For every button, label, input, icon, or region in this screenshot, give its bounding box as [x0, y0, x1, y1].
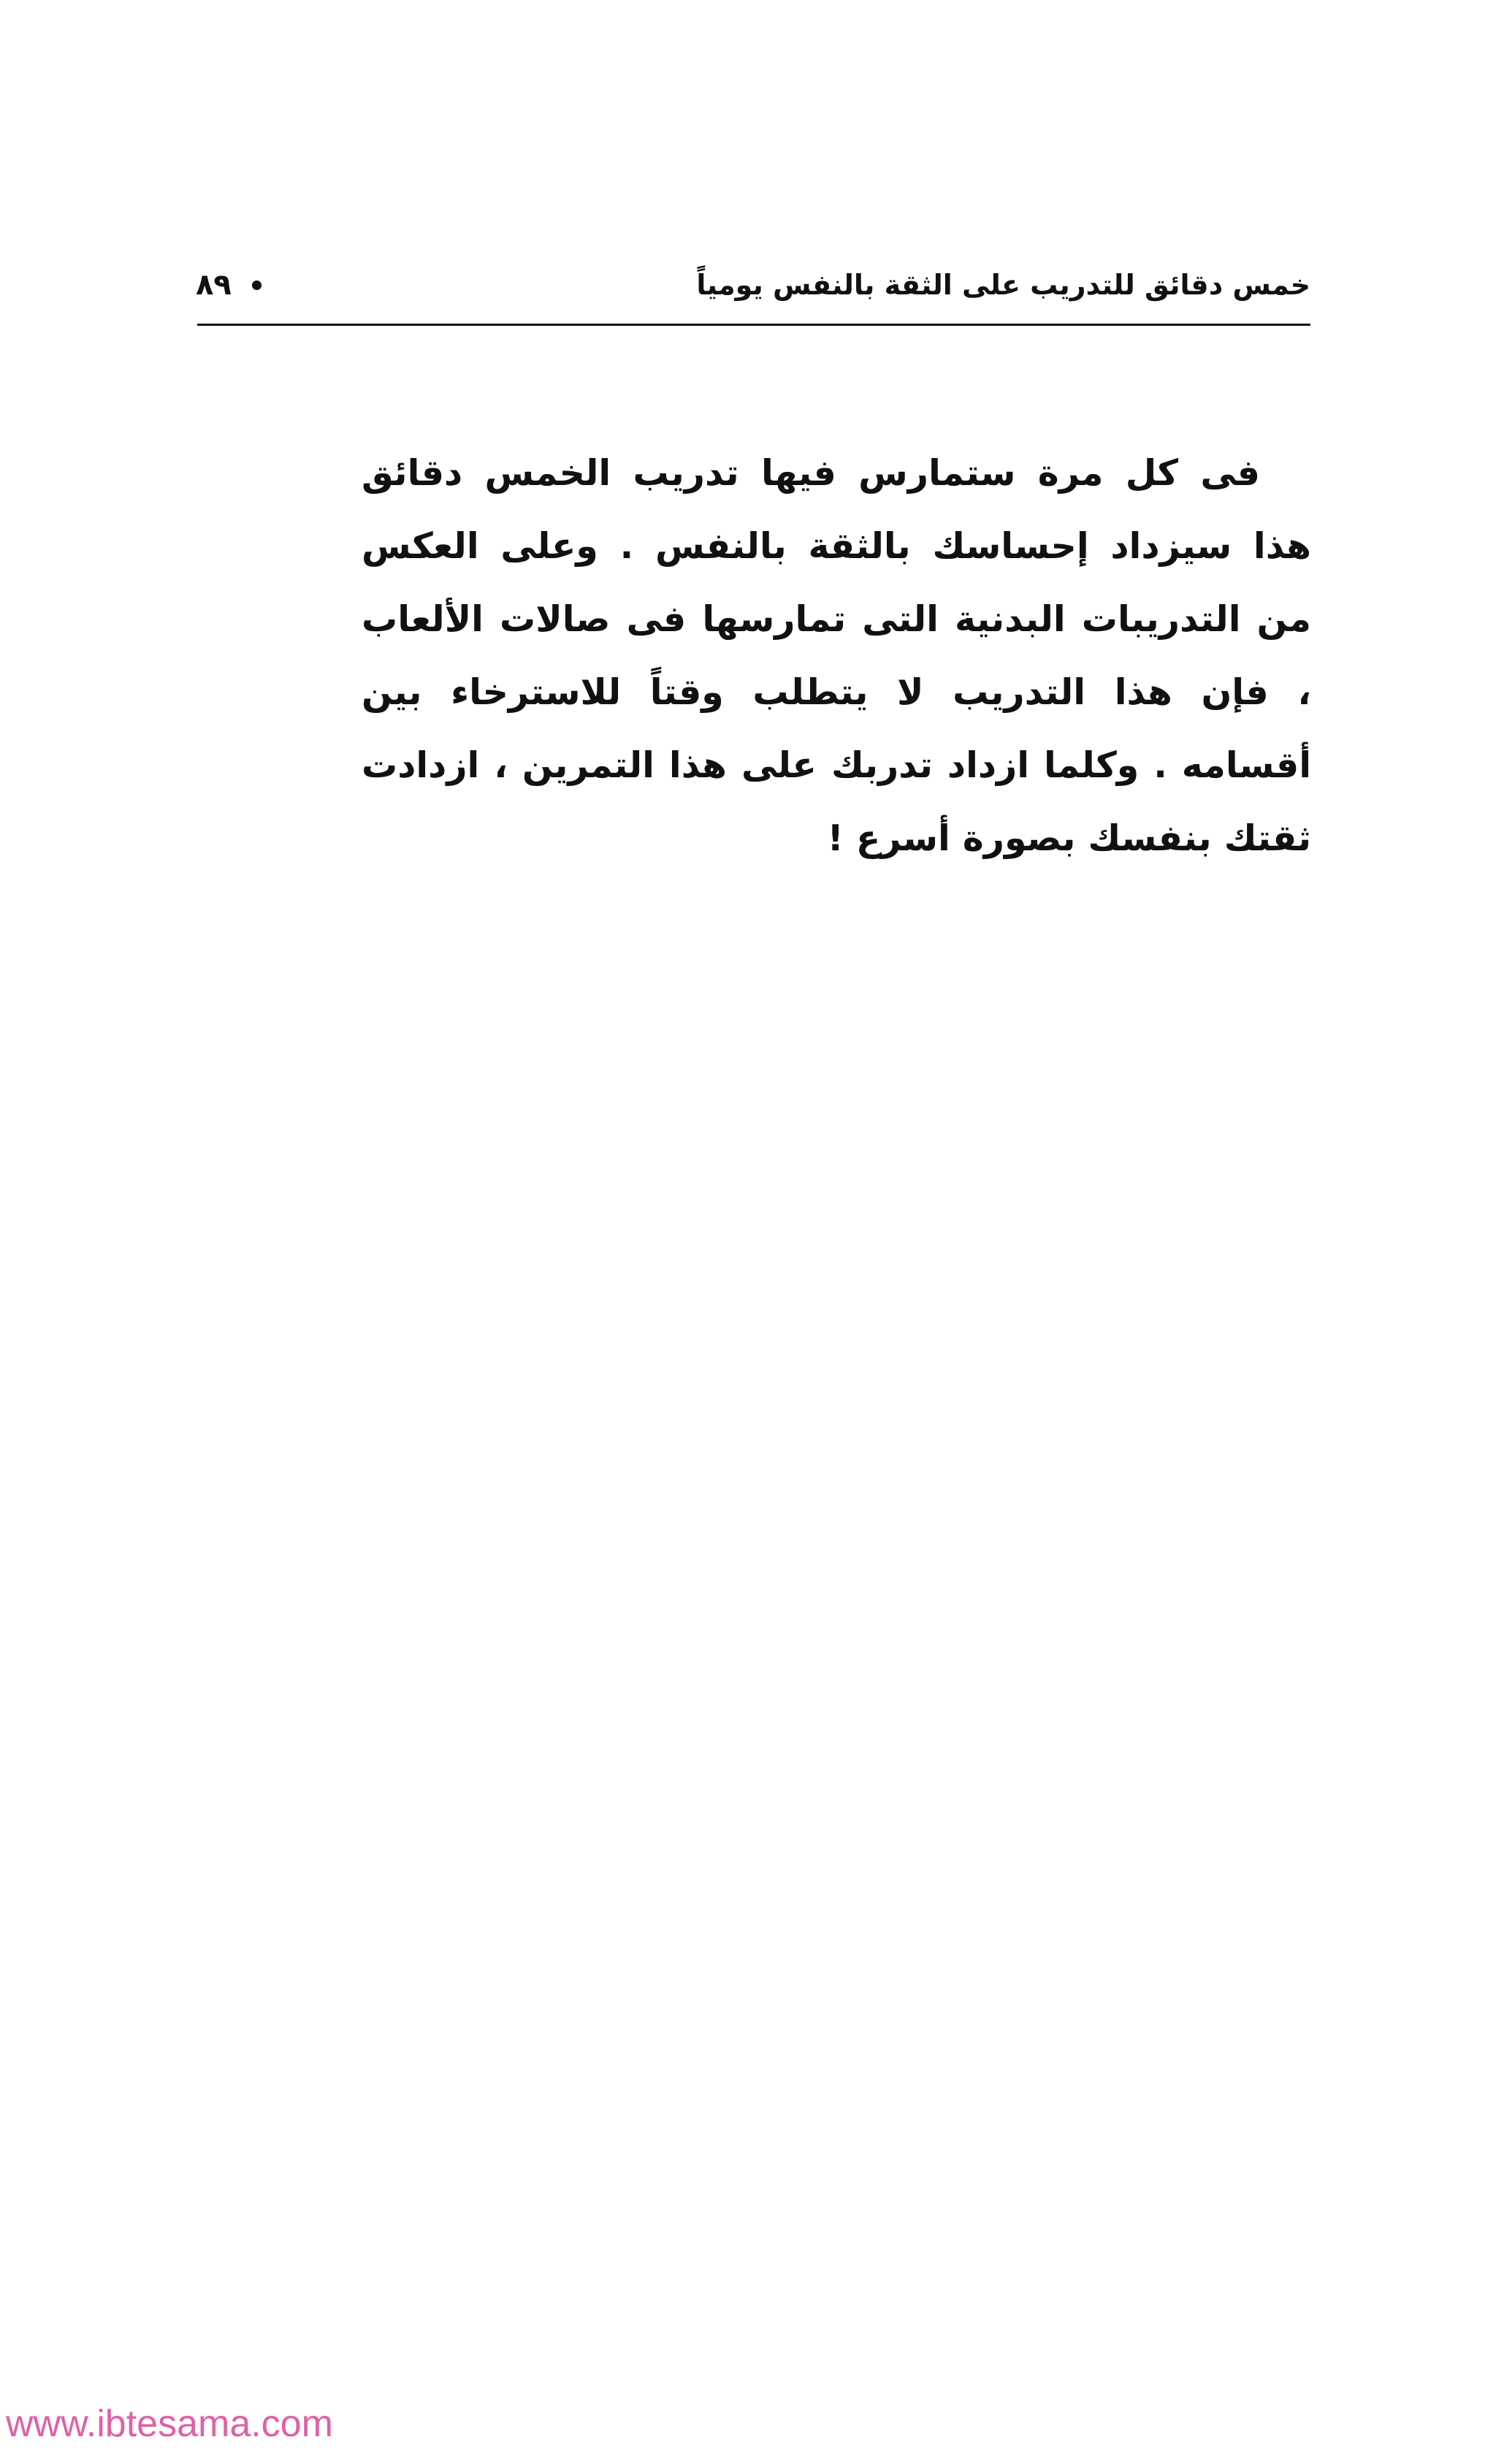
page-number-group: [196, 268, 262, 302]
running-header: [196, 248, 1310, 321]
page-number: ٨٩: [196, 268, 232, 302]
bullet-separator: [252, 281, 262, 290]
watermark[interactable]: www.ibtesama.com: [6, 2403, 333, 2445]
body-paragraph: فى كل مرة ستمارس فيها تدريب الخمس دقائق هذا سيزداد إحساسك بالثقة بالنفس . وعلى العكس من التدريبات البدنية التى تمارسها فى صالات الألعاب ، فإن هذا التدريب لا يتطلب وقتاً للاسترخاء بين أقسامه . وكلما ازداد تدربك على هذا التمرين ، ازدادت ثقتك بنفسك بصورة أسرع !: [362, 452, 1311, 859]
header-rule: [197, 324, 1310, 326]
chapter-title: خمس دقائق للتدريب على الثقة بالنفس يومياً: [696, 269, 1310, 301]
